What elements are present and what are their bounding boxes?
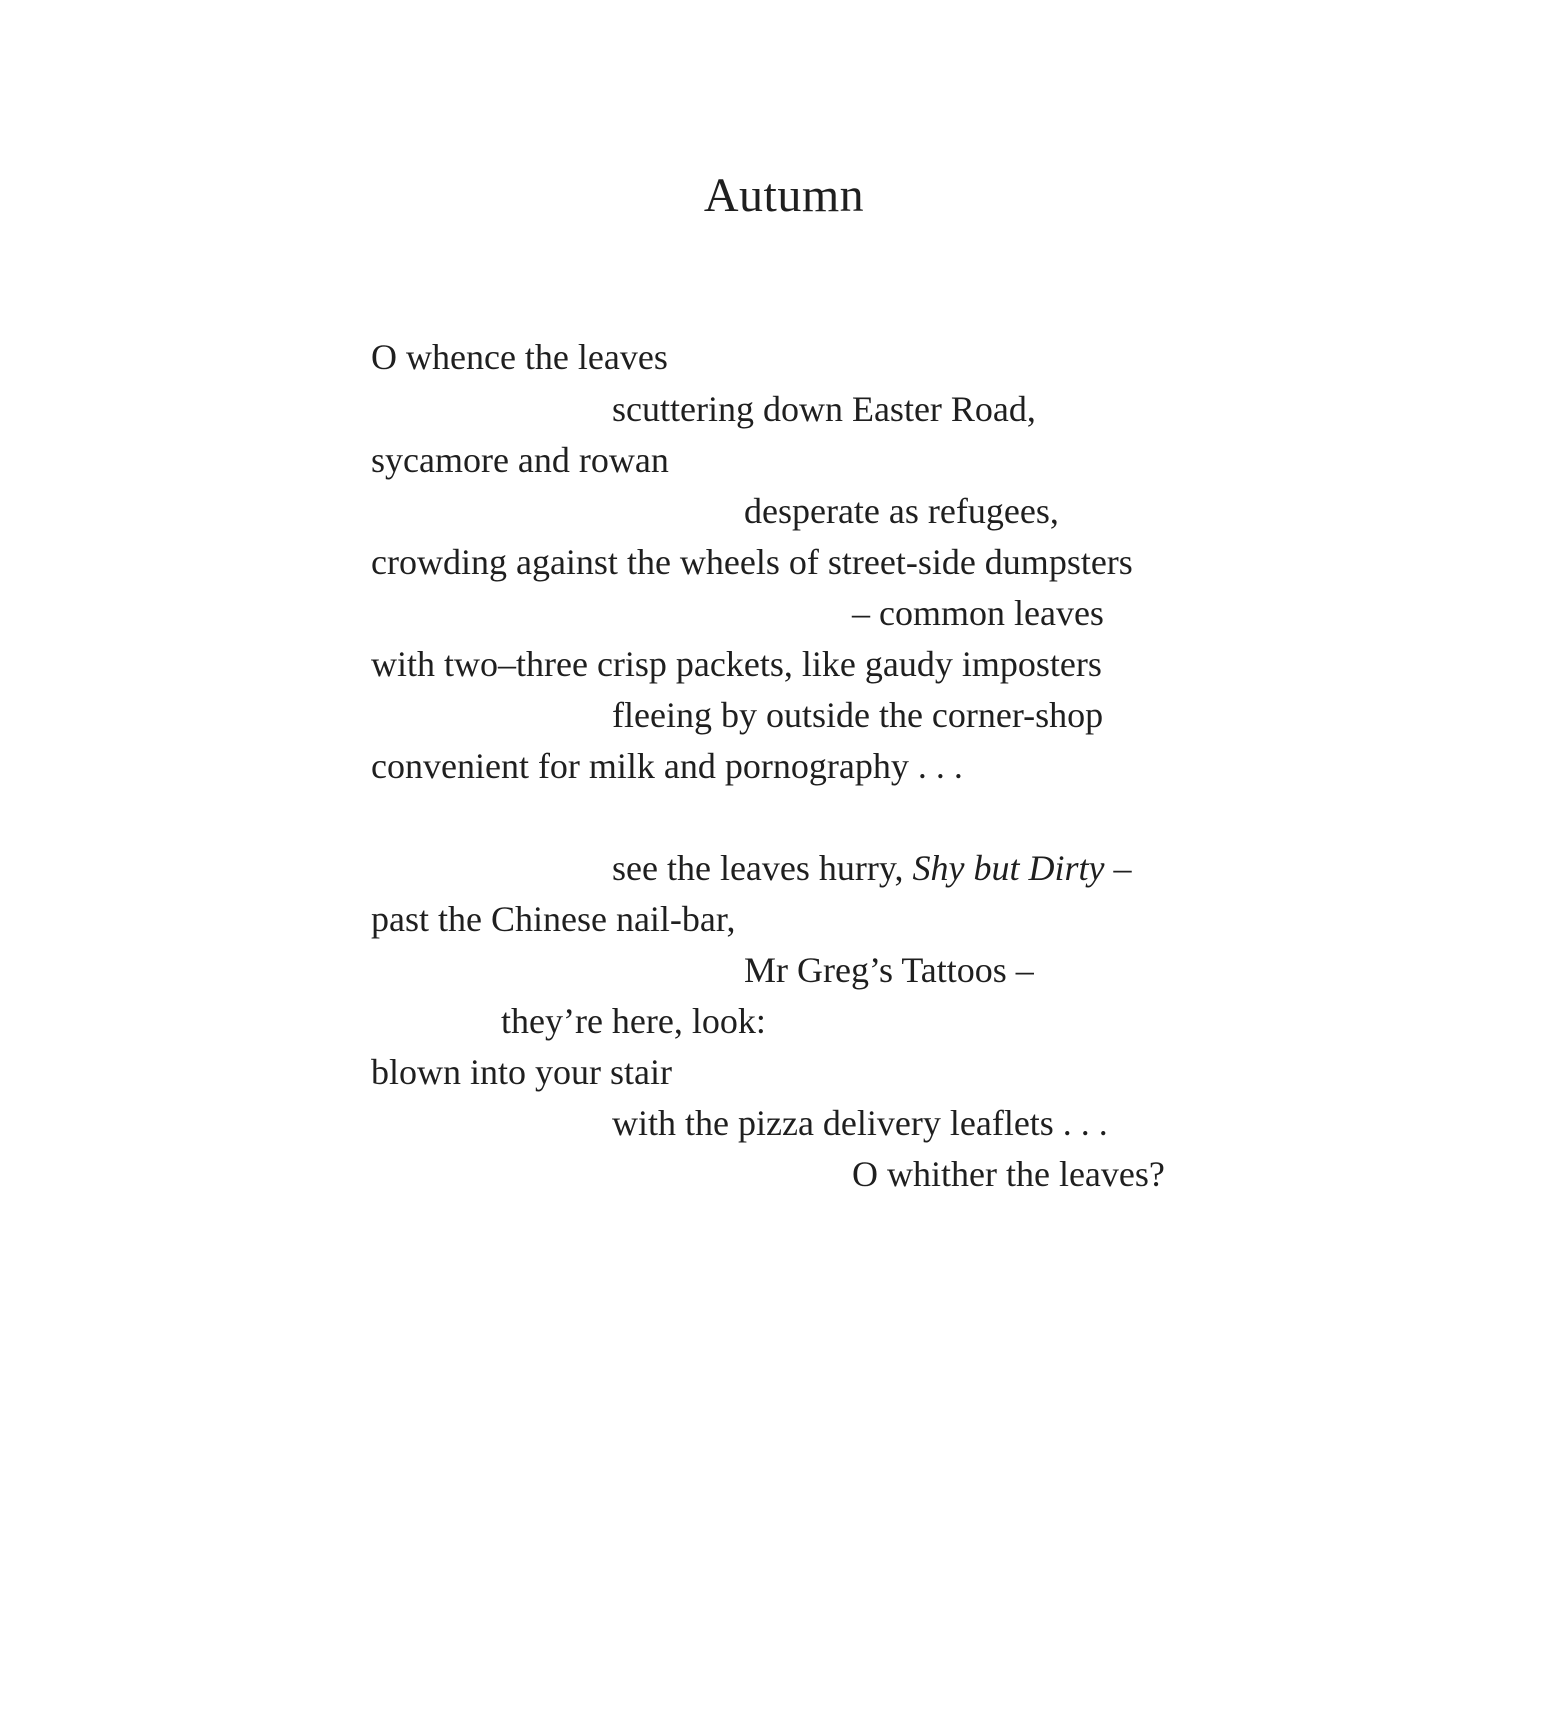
poem-line: – common leaves: [852, 593, 1104, 633]
poem-line: [612, 846, 1132, 890]
poem-line: fleeing by outside the corner-shop: [612, 695, 1104, 735]
poem-title: Autumn: [703, 169, 865, 222]
poem-line: with the pizza delivery leaflets . . .: [612, 1103, 1108, 1143]
poem-line-text: see the leaves hurry,: [612, 848, 913, 888]
poem-line-text: –: [1104, 848, 1132, 888]
poem-line: crowding against the wheels of street-side dumpsters: [371, 542, 1133, 582]
poem-line: scuttering down Easter Road,: [612, 389, 1036, 429]
poem-line: past the Chinese nail-bar,: [371, 899, 736, 939]
poem-line: O whence the leaves: [371, 337, 668, 377]
poem-line: blown into your stair: [371, 1052, 672, 1092]
poem-line: O whither the leaves?: [852, 1154, 1165, 1194]
poem-line-italic-text: Shy but Dirty: [912, 848, 1105, 888]
poem-line: convenient for milk and pornography . . .: [371, 746, 963, 786]
poem-line: they’re here, look:: [501, 1001, 766, 1041]
poem-line: sycamore and rowan: [371, 440, 669, 480]
poem-line: with two–three crisp packets, like gaudy imposters: [371, 644, 1102, 684]
poem-line: desperate as refugees,: [744, 491, 1059, 531]
poem-line: Mr Greg’s Tattoos –: [744, 950, 1034, 990]
